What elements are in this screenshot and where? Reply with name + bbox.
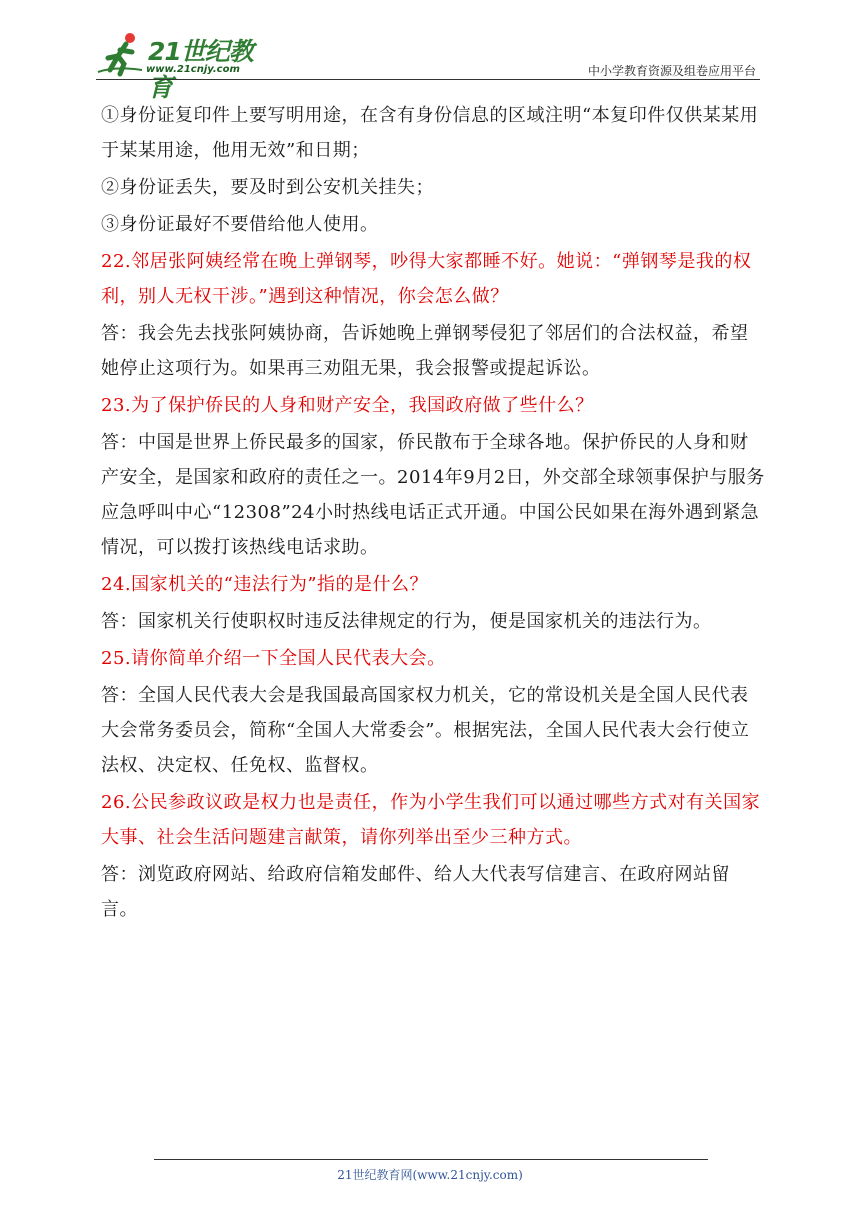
footer-divider xyxy=(154,1159,708,1160)
logo-url: www.21cnjy.com xyxy=(146,64,240,75)
footer-link[interactable]: 21世纪教育网(www.21cnjy.com) xyxy=(337,1168,523,1182)
answer-23: 答：中国是世界上侨民最多的国家，侨民散布于全球各地。保护侨民的人身和财产安全，是国家和政府的责任之一。2014年9月2日，外交部全球领事保护与服务应急呼叫中心“12308”24小时热线电话正式开通。中国公民如果在海外遇到紧急情况，可以拨打该热线电话求助。 xyxy=(101,432,765,558)
answer-26: 答：浏览政府网站、给政府信箱发邮件、给人大代表写信建言、在政府网站留言。 xyxy=(101,864,730,920)
question-23: 23.为了保护侨民的人身和财产安全，我国政府做了些什么？ xyxy=(101,395,594,416)
page-header xyxy=(96,30,760,102)
answer-25: 答：全国人民代表大会是我国最高国家权力机关，它的常设机关是全国人民代表大会常务委员会，简称“全国人大常委会”。根据宪法，全国人民代表大会行使立法权、决定权、任免权、监督权。 xyxy=(101,685,750,776)
site-logo[interactable] xyxy=(96,30,266,102)
question-26: 26.公民参政议政是权力也是责任，作为小学生我们可以通过哪些方式对有关国家大事、社会生活问题建言献策，请你列举出至少三种方式。 xyxy=(101,792,761,848)
header-divider xyxy=(96,79,760,80)
logo-text: 21世纪教育 xyxy=(148,37,253,102)
body-text: ①身份证复印件上要写明用途，在含有身份信息的区域注明“本复印件仅供某某用于某某用途，他用无效”和日期； xyxy=(101,105,759,161)
answer-24: 答：国家机关行使职权时违反法律规定的行为，便是国家机关的违法行为。 xyxy=(101,611,712,632)
question-22: 22.邻居张阿姨经常在晚上弹钢琴，吵得大家都睡不好。她说：“弹钢琴是我的权利，别人无权干涉。”遇到这种情况，你会怎么做？ xyxy=(101,251,752,307)
body-text: ②身份证丢失，要及时到公安机关挂失； xyxy=(101,177,434,198)
answer-22: 答：我会先去找张阿姨协商，告诉她晚上弹钢琴侵犯了邻居们的合法权益，希望她停止这项行为。如果再三劝阻无果，我会报警或提起诉讼。 xyxy=(101,323,749,379)
body-text: ③身份证最好不要借给他人使用。 xyxy=(101,214,379,235)
platform-name: 中小学教育资源及组卷应用平台 xyxy=(587,64,756,78)
question-25: 25.请你简单介绍一下全国人民代表大会。 xyxy=(101,648,446,669)
runner-logo-icon xyxy=(96,30,148,78)
question-24: 24.国家机关的“违法行为”指的是什么？ xyxy=(101,574,429,595)
document-body xyxy=(101,98,765,929)
